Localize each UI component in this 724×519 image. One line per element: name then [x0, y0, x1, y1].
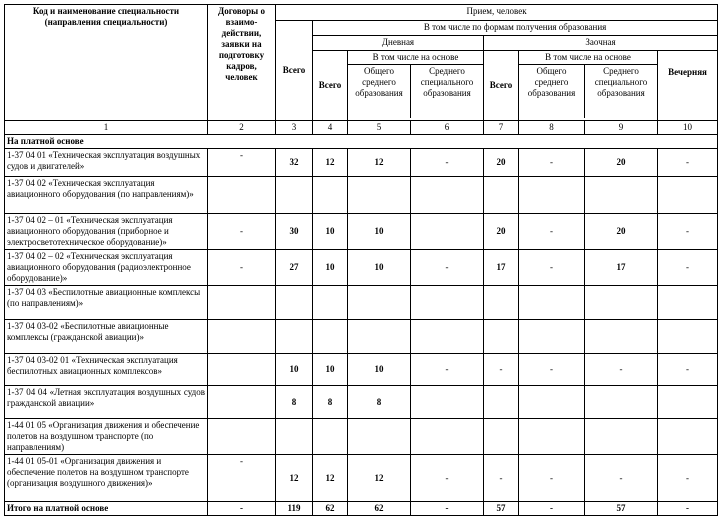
table-row — [5, 386, 718, 419]
cell-col-5: 10 — [348, 354, 411, 386]
cell-col-4: 12 — [313, 149, 348, 177]
cell-col-5: 8 — [348, 386, 411, 419]
table-row — [5, 286, 718, 320]
header-evening: Вечерняя — [658, 51, 718, 121]
cell-col-9: - — [585, 354, 658, 386]
admission-table — [4, 4, 718, 516]
header-ext-general-secondary: Общего среднего образования — [519, 65, 585, 118]
cell-col-5: 12 — [348, 455, 411, 502]
table-row — [5, 354, 718, 386]
table-header — [5, 5, 718, 135]
header-ext-total: Всего — [484, 51, 519, 121]
cell-col-8 — [519, 177, 585, 214]
cell-col-2: - — [208, 455, 276, 502]
specialty-name: 1-37 04 02 – 02 «Техническая эксплуатация авиационного оборудования (радиоэлектронное оборудование)» — [5, 250, 208, 286]
cell-col-5: 12 — [348, 149, 411, 177]
header-contracts: Договоры о взаимо-действии, заявки на подготовку кадров, человек — [208, 5, 276, 121]
cell-col-4: 10 — [313, 354, 348, 386]
cell-col-4: 8 — [313, 386, 348, 419]
cell-col-10: - — [658, 214, 718, 250]
total-col-7: 57 — [484, 502, 519, 516]
cell-col-2 — [208, 320, 276, 354]
specialty-name: 1-44 01 05 «Организация движения и обеспечение полетов на воздушном транспорте (по направлениям) — [5, 419, 208, 455]
cell-col-6: - — [411, 149, 484, 177]
cell-col-7: 17 — [484, 250, 519, 286]
cell-col-2 — [208, 286, 276, 320]
cell-col-6 — [411, 214, 484, 250]
cell-col-7: 20 — [484, 214, 519, 250]
col-number: 6 — [411, 121, 484, 135]
header-specialized-secondary: Среднего специального образования — [420, 66, 474, 98]
cell-col-10 — [658, 320, 718, 354]
cell-col-6: - — [411, 455, 484, 502]
cell-col-8: - — [519, 250, 585, 286]
cell-col-4 — [313, 286, 348, 320]
cell-col-8 — [519, 419, 585, 455]
cell-col-10: - — [658, 149, 718, 177]
cell-col-3 — [276, 320, 313, 354]
cell-col-2: - — [208, 214, 276, 250]
cell-col-8 — [519, 320, 585, 354]
cell-col-3 — [276, 419, 313, 455]
col-number: 2 — [208, 121, 276, 135]
total-col-4: 62 — [313, 502, 348, 516]
cell-col-3: 27 — [276, 250, 313, 286]
specialty-name: 1-37 04 01 «Техническая эксплуатация воздушных судов и двигателей» — [5, 149, 208, 177]
total-col-6: - — [411, 502, 484, 516]
col-number: 4 — [313, 121, 348, 135]
cell-col-5: 10 — [348, 214, 411, 250]
header-day: Дневная — [313, 36, 484, 51]
cell-col-4: 10 — [313, 250, 348, 286]
total-col-3: 119 — [276, 502, 313, 516]
header-general-secondary: Общего среднего образования — [348, 65, 411, 118]
cell-col-10 — [658, 386, 718, 419]
admission-table-container — [4, 4, 718, 516]
header-total: Всего — [276, 21, 313, 121]
cell-col-5 — [348, 286, 411, 320]
cell-col-10 — [658, 286, 718, 320]
table-row — [5, 149, 718, 177]
cell-col-4 — [313, 320, 348, 354]
cell-col-4: 10 — [313, 214, 348, 250]
cell-col-2: - — [208, 250, 276, 286]
cell-col-6 — [411, 386, 484, 419]
cell-col-8 — [519, 386, 585, 419]
cell-col-6: - — [411, 354, 484, 386]
col-number: 10 — [658, 121, 718, 135]
cell-col-9 — [585, 419, 658, 455]
cell-col-10: - — [658, 250, 718, 286]
cell-col-9: 20 — [585, 149, 658, 177]
cell-col-8: - — [519, 149, 585, 177]
cell-col-6: - — [411, 250, 484, 286]
cell-col-10: - — [658, 354, 718, 386]
col-number: 7 — [484, 121, 519, 135]
cell-col-6 — [411, 419, 484, 455]
header-extramural: Заочная — [484, 36, 718, 51]
table-row — [5, 419, 718, 455]
col-number: 8 — [519, 121, 585, 135]
header-ext-specialized-secondary: Среднего специального образования — [594, 66, 648, 98]
cell-col-7: - — [484, 455, 519, 502]
header-admission: Прием, человек — [276, 5, 718, 21]
cell-col-3 — [276, 177, 313, 214]
cell-col-3: 8 — [276, 386, 313, 419]
header-code-name: Код и наименование специальности (направления специальности) — [5, 5, 208, 121]
cell-col-7 — [484, 386, 519, 419]
table-row — [5, 455, 718, 502]
specialty-name: 1-44 01 05-01 «Организация движения и обеспечение полетов на воздушном транспорте (организация воздушного движения)» — [5, 455, 208, 502]
cell-col-2 — [208, 386, 276, 419]
section-title: На платной основе — [5, 135, 718, 149]
cell-col-8 — [519, 286, 585, 320]
cell-col-5 — [348, 419, 411, 455]
cell-col-9: 20 — [585, 214, 658, 250]
cell-col-8: - — [519, 455, 585, 502]
cell-col-7 — [484, 320, 519, 354]
cell-col-4 — [313, 419, 348, 455]
cell-col-6 — [411, 286, 484, 320]
table-row — [5, 320, 718, 354]
col-number: 5 — [348, 121, 411, 135]
cell-col-7: - — [484, 354, 519, 386]
header-day-total: Всего — [313, 51, 348, 121]
section-row — [5, 135, 718, 149]
cell-col-10 — [658, 177, 718, 214]
cell-col-5 — [348, 320, 411, 354]
total-col-9: 57 — [585, 502, 658, 516]
table-row — [5, 214, 718, 250]
total-col-10: - — [658, 502, 718, 516]
cell-col-8: - — [519, 354, 585, 386]
cell-col-2: - — [208, 149, 276, 177]
total-row — [5, 502, 718, 516]
specialty-name: 1-37 04 02 «Техническая эксплуатация авиационного оборудования (по направлениям)» — [5, 177, 208, 214]
specialty-name: 1-37 04 03-02 «Беспилотные авиационные комплексы (гражданской авиации)» — [5, 320, 208, 354]
header-day-based-on-group — [348, 51, 484, 121]
header-day-based-on: В том числе на основе — [348, 51, 483, 65]
cell-col-10 — [658, 419, 718, 455]
total-label: Итого на платной основе — [5, 502, 208, 516]
cell-col-5: 10 — [348, 250, 411, 286]
cell-col-4 — [313, 177, 348, 214]
cell-col-10: - — [658, 455, 718, 502]
cell-col-9: - — [585, 455, 658, 502]
header-ext-based-on-group — [519, 51, 658, 121]
cell-col-7 — [484, 177, 519, 214]
specialty-name: 1-37 04 03-02 01 «Техническая эксплуатация беспилотных авиационных комплексов» — [5, 354, 208, 386]
cell-col-6 — [411, 320, 484, 354]
cell-col-9 — [585, 286, 658, 320]
total-col-8: - — [519, 502, 585, 516]
cell-col-6 — [411, 177, 484, 214]
cell-col-8: - — [519, 214, 585, 250]
col-number: 9 — [585, 121, 658, 135]
total-col-5: 62 — [348, 502, 411, 516]
cell-col-2 — [208, 177, 276, 214]
specialty-name: 1-37 04 02 – 01 «Техническая эксплуатация авиационного оборудования (приборное и электросветотехническое оборудование)» — [5, 214, 208, 250]
cell-col-5 — [348, 177, 411, 214]
col-number: 1 — [5, 121, 208, 135]
total-col-2: - — [208, 502, 276, 516]
table-row — [5, 250, 718, 286]
cell-col-3: 12 — [276, 455, 313, 502]
cell-col-3: 10 — [276, 354, 313, 386]
cell-col-9 — [585, 177, 658, 214]
cell-col-3: 32 — [276, 149, 313, 177]
header-ext-based-on: В том числе на основе — [519, 51, 657, 65]
table-row — [5, 177, 718, 214]
col-number: 3 — [276, 121, 313, 135]
cell-col-9: 17 — [585, 250, 658, 286]
cell-col-3 — [276, 286, 313, 320]
specialty-name: 1-37 04 04 «Летная эксплуатация воздушных судов гражданской авиации» — [5, 386, 208, 419]
cell-col-2 — [208, 419, 276, 455]
specialty-name: 1-37 04 03 «Беспилотные авиационные комплексы (по направлениям)» — [5, 286, 208, 320]
cell-col-3: 30 — [276, 214, 313, 250]
header-by-forms: В том числе по формам получения образования — [313, 21, 718, 36]
cell-col-7 — [484, 419, 519, 455]
cell-col-9 — [585, 386, 658, 419]
cell-col-7 — [484, 286, 519, 320]
table-body — [5, 135, 718, 516]
cell-col-4: 12 — [313, 455, 348, 502]
cell-col-9 — [585, 320, 658, 354]
cell-col-7: 20 — [484, 149, 519, 177]
cell-col-2 — [208, 354, 276, 386]
column-numbers-row — [5, 121, 718, 135]
